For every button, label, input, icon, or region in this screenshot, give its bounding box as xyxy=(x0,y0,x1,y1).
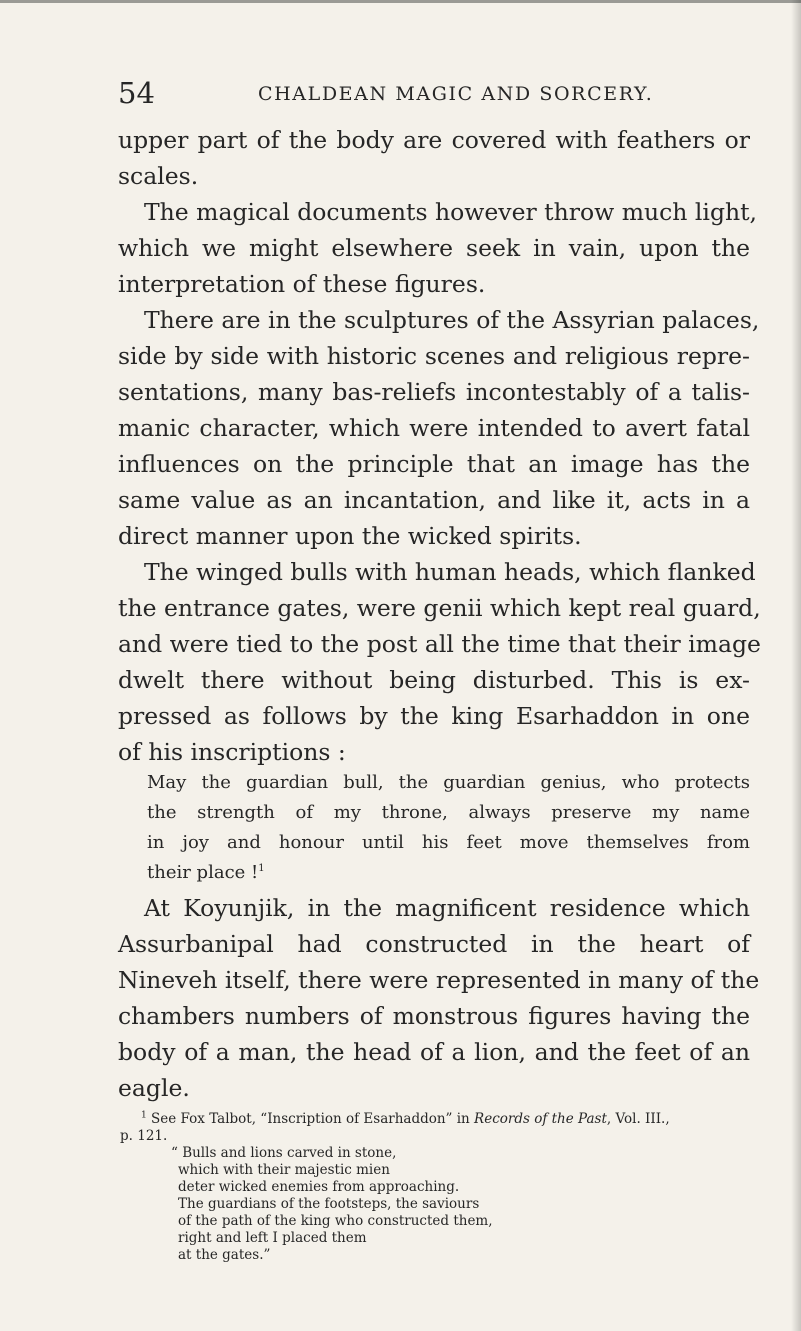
verse-line: “ Bulls and lions carved in stone, xyxy=(171,1145,397,1161)
page-edge-shadow xyxy=(791,0,801,1331)
verse-line: right and left I placed them xyxy=(178,1230,367,1246)
footnote-text: , Vol. III., xyxy=(606,1111,670,1127)
text-line: upper part of the body are covered with feathers or xyxy=(118,126,750,154)
quote-line: in joy and honour until his feet move themselves from xyxy=(147,832,750,853)
text-line: direct manner upon the wicked spirits. xyxy=(118,522,582,550)
text-line: sentations, many bas-reliefs incontestably of a talis- xyxy=(118,378,750,406)
text-line: interpretation of these figures. xyxy=(118,270,486,298)
verse-line: which with their majestic mien xyxy=(178,1162,390,1178)
text-line: body of a man, the head of a lion, and the feet of an xyxy=(118,1038,750,1066)
text-line: The winged bulls with human heads, which flanked xyxy=(144,558,756,586)
quote-line: May the guardian bull, the guardian genius, who protects xyxy=(147,772,750,793)
text-line: dwelt there without being disturbed. This is ex- xyxy=(118,666,750,694)
text-line: side by side with historic scenes and religious repre- xyxy=(118,342,750,370)
text-line: same value as an incantation, and like it, acts in a xyxy=(118,486,750,514)
text-line: and were tied to the post all the time that their image xyxy=(118,630,761,658)
text-line: pressed as follows by the king Esarhaddon in one xyxy=(118,702,750,730)
footnote-marker: 1 xyxy=(141,1110,147,1121)
text-line: scales. xyxy=(118,162,199,190)
text-line: eagle. xyxy=(118,1074,190,1102)
text-line: manic character, which were intended to avert fatal xyxy=(118,414,750,442)
quote-line: the strength of my throne, always preserve my name xyxy=(147,802,750,823)
text-line: which we might elsewhere seek in vain, upon the xyxy=(118,234,750,262)
footnote-reference: 1 xyxy=(258,863,265,874)
verse-line: deter wicked enemies from approaching. xyxy=(178,1179,460,1195)
verse-line: of the path of the king who constructed them, xyxy=(178,1213,493,1229)
running-title: CHALDEAN MAGIC AND SORCERY. xyxy=(258,83,654,105)
text-line: of his inscriptions : xyxy=(118,738,346,766)
text-line: influences on the principle that an image has the xyxy=(118,450,750,478)
verse-line: The guardians of the footsteps, the saviours xyxy=(178,1196,480,1212)
footnote-citation xyxy=(141,1111,670,1127)
text-line: Nineveh itself, there were represented in many of the xyxy=(118,966,760,994)
page-number: 54 xyxy=(118,76,155,110)
text-line: chambers numbers of monstrous figures having the xyxy=(118,1002,750,1030)
source-title: Records of the Past xyxy=(474,1111,607,1127)
quote-line xyxy=(147,858,750,888)
page-header xyxy=(118,74,678,114)
footnote-page-ref: p. 121. xyxy=(120,1128,168,1144)
verse-line: at the gates.” xyxy=(178,1247,271,1263)
text-line: At Koyunjik, in the magnificent residence which xyxy=(144,894,750,922)
text-line: There are in the sculptures of the Assyrian palaces, xyxy=(144,306,760,334)
text-line: The magical documents however throw much light, xyxy=(144,198,758,226)
footnote-text: See Fox Talbot, “Inscription of Esarhaddon” in xyxy=(151,1111,475,1127)
text-line: Assurbanipal had constructed in the heart of xyxy=(118,930,750,958)
text-line: the entrance gates, were genii which kept real guard, xyxy=(118,594,761,622)
page-top-rule xyxy=(0,0,801,3)
quote-text: their place ! xyxy=(147,862,259,883)
